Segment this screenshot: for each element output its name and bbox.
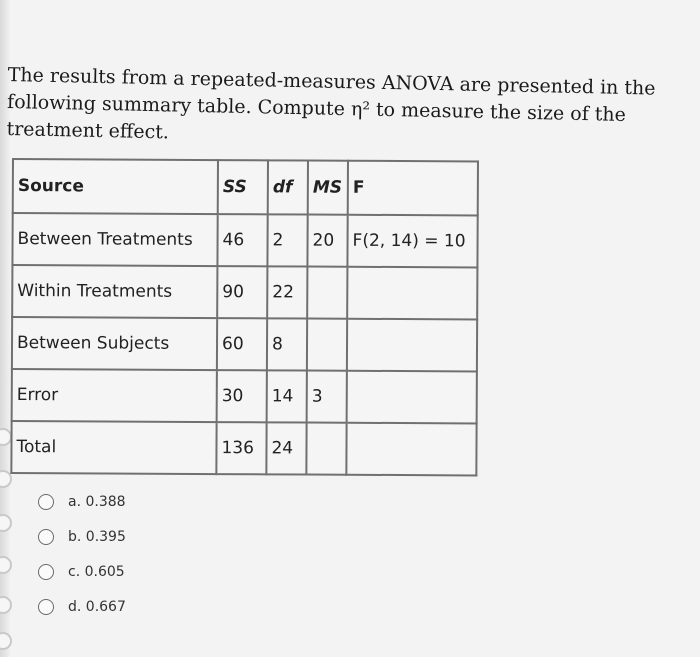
header-source: Source xyxy=(13,159,218,214)
cell-f: F(2, 14) = 10 xyxy=(347,215,477,268)
cell-source: Within Treatments xyxy=(12,265,217,318)
cell-ss: 136 xyxy=(216,422,266,474)
edge-radio-partial xyxy=(0,556,12,574)
cell-f xyxy=(346,423,476,476)
cell-f xyxy=(347,319,477,372)
cell-ss: 90 xyxy=(217,266,267,318)
anova-table-container xyxy=(10,158,479,476)
answer-options xyxy=(38,484,126,624)
radio-button[interactable] xyxy=(38,564,54,580)
cell-ms: 3 xyxy=(307,371,347,423)
option-label: b. 0.395 xyxy=(68,528,126,545)
cell-ms xyxy=(306,423,346,475)
cell-ms: 20 xyxy=(307,215,347,267)
option-b[interactable] xyxy=(38,519,126,554)
cell-ss: 30 xyxy=(217,370,267,422)
header-ss: SS xyxy=(218,160,268,214)
radio-button[interactable] xyxy=(38,529,54,545)
edge-radio-partial xyxy=(0,596,12,614)
question-text: The results from a repeated-measures ANOVA are presented in the following summary table. Compute η² to measure the size of the treatment effect. xyxy=(6,63,656,144)
option-c[interactable] xyxy=(38,554,126,589)
anova-summary-table xyxy=(10,158,479,476)
cell-source: Error xyxy=(12,369,217,422)
cell-df: 24 xyxy=(266,422,306,474)
cell-df: 22 xyxy=(267,266,307,318)
table-row xyxy=(12,317,477,371)
cell-ms xyxy=(307,319,347,371)
option-a[interactable] xyxy=(38,484,126,519)
header-f: F xyxy=(348,161,478,216)
edge-radio-partial xyxy=(0,632,12,650)
table-row xyxy=(11,421,476,475)
table-row xyxy=(12,213,477,267)
table-row xyxy=(12,369,477,423)
cell-f xyxy=(347,371,477,424)
cell-source: Between Treatments xyxy=(12,213,217,266)
cell-ss: 46 xyxy=(217,214,267,266)
cell-df: 14 xyxy=(267,370,307,422)
cell-ms xyxy=(307,267,347,319)
cell-df: 8 xyxy=(267,318,307,370)
header-ms: MS xyxy=(308,161,348,215)
cell-source: Between Subjects xyxy=(12,317,217,370)
cell-ss: 60 xyxy=(217,318,267,370)
cell-source: Total xyxy=(11,421,216,474)
radio-button[interactable] xyxy=(38,599,54,615)
header-df: df xyxy=(268,160,308,214)
option-label: a. 0.388 xyxy=(68,493,126,510)
option-label: c. 0.605 xyxy=(68,563,125,580)
option-label: d. 0.667 xyxy=(68,598,126,615)
option-d[interactable] xyxy=(38,589,126,624)
radio-button[interactable] xyxy=(38,494,54,510)
table-header-row xyxy=(13,159,478,215)
cell-df: 2 xyxy=(267,214,307,266)
table-row xyxy=(12,265,477,319)
edge-radio-partial xyxy=(0,514,12,532)
cell-f xyxy=(347,267,477,320)
